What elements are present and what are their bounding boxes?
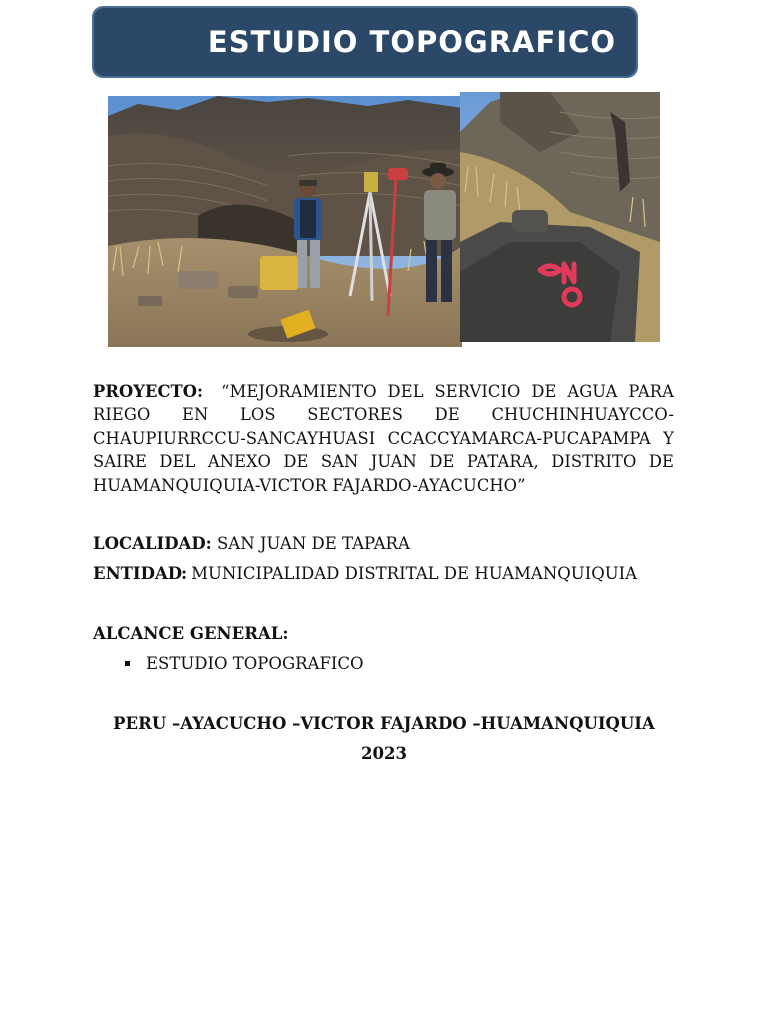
footer-year: 2023	[361, 744, 407, 763]
alcance-item-text: ESTUDIO TOPOGRAFICO	[146, 654, 364, 673]
alcance-list-item	[125, 654, 364, 673]
benchmark-rock-photo	[460, 92, 660, 342]
localidad-label: LOCALIDAD:	[93, 534, 212, 553]
title-banner	[92, 6, 638, 78]
entidad-row	[93, 564, 637, 583]
project-text: “MEJORAMIENTO DEL SERVICIO DE AGUA PARA RIEGO EN LOS SECTORES DE CHUCHINHUAYCCO-CHAUPIURRCCU-SANCAYHUASI CCACCYAMARCA-PUCAPAMPA Y SAIRE DEL ANEXO DE SAN JUAN DE PATARA, DISTRITO DE HUAMANQUIQUIA-VICTOR FAJARDO-AYACUCHO”	[93, 382, 674, 495]
project-label: PROYECTO:	[93, 382, 204, 401]
document-title: ESTUDIO TOPOGRAFICO	[207, 25, 616, 59]
footer-location: PERU –AYACUCHO –VICTOR FAJARDO –HUAMANQUIQUIA	[113, 714, 655, 733]
title-banner-inner	[94, 8, 636, 76]
entidad-colon: :	[181, 564, 188, 583]
localidad-value: SAN JUAN DE TAPARA	[217, 534, 410, 553]
alcance-heading: ALCANCE GENERAL:	[93, 624, 289, 643]
localidad-row	[93, 534, 410, 553]
project-description	[93, 380, 674, 497]
bullet-icon	[125, 661, 130, 666]
entidad-value: MUNICIPALIDAD DISTRITAL DE HUAMANQUIQUIA	[191, 564, 638, 583]
entidad-label: ENTIDAD	[93, 564, 183, 583]
survey-team-photo	[108, 96, 462, 347]
